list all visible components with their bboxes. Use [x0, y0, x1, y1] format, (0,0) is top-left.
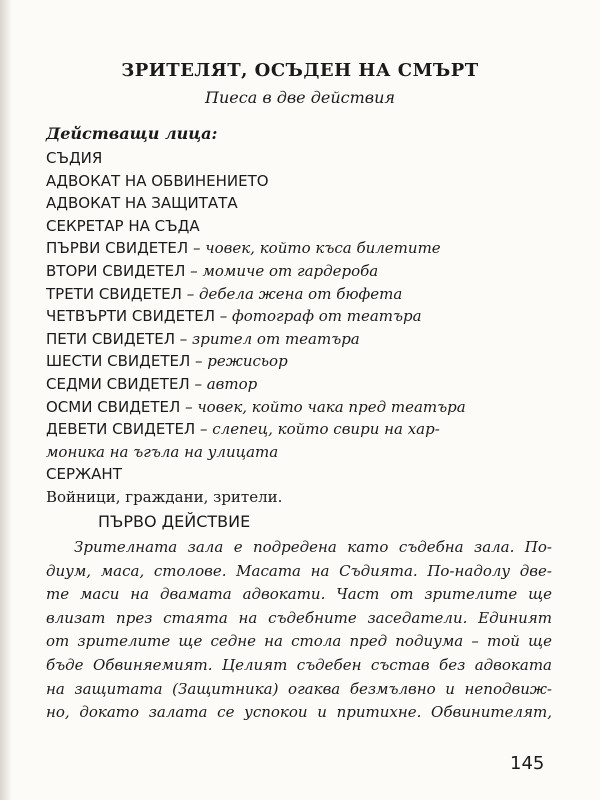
text-line: но, докато залата се успокои и притихне. Обвинителят,	[46, 703, 552, 722]
cast-item: ДЕВЕТИ СВИДЕТЕЛ – слепец, който свири на хар-	[46, 420, 440, 439]
text-line: на защитата (Защитника) огаква безмълвно и неподвиж-	[46, 679, 552, 698]
cast-item: АДВОКАТ НА ОБВИНЕНИЕТО	[46, 171, 269, 190]
cast-item: СЪДИЯ	[46, 149, 103, 167]
text-line: влизат през стаята на съдебните заседатели. Единият	[46, 608, 552, 627]
cast-item: ТРЕТИ СВИДЕТЕЛ – дебела жена от бюфета	[46, 284, 403, 303]
cast-heading: Действащи лица:	[46, 124, 218, 143]
cast-item: ПЪРВИ СВИДЕТЕЛ – човек, който къса билетите	[46, 239, 441, 258]
cast-item: ШЕСТИ СВИДЕТЕЛ – режисьор	[46, 352, 288, 371]
text-line: Зрителната зала е подредена като съдебна зала. По-	[74, 538, 552, 556]
cast-item: СЕРЖАНТ	[46, 465, 122, 484]
cast-item: АДВОКАТ НА ЗАЩИТАТА	[46, 194, 238, 213]
cast-item: СЕДМИ СВИДЕТЕЛ – автор	[46, 374, 258, 393]
cast-item: ЧЕТВЪРТИ СВИДЕТЕЛ – фотограф от театъра	[46, 307, 422, 326]
text-line: диум, маса, столове. Масата на Съдията. По-надолу две-	[46, 561, 552, 580]
text-line: от зрителите ще седне на стола пред подиума – той ще	[46, 632, 552, 651]
cast-list	[46, 147, 566, 509]
cast-item-extras: Войници, граждани, зрители.	[46, 487, 283, 506]
cast-item: ОСМИ СВИДЕТЕЛ – човек, който чака пред театъра	[46, 397, 466, 416]
play-title: ЗРИТЕЛЯТ, ОСЪДЕН НА СМЪРТ	[121, 60, 479, 81]
act-heading: ПЪРВО ДЕЙСТВИЕ	[98, 512, 251, 531]
text-line: бъде Обвиняемият. Целият съдебен състав без адвоката	[46, 655, 552, 674]
stage-directions	[46, 536, 552, 725]
cast-item: СЕКРЕТАР НА СЪДА	[46, 216, 200, 235]
cast-item-continuation: моника на ъгъла на улицата	[46, 442, 279, 461]
play-subtitle: Пиеса в две действия	[205, 88, 395, 107]
cast-item: ПЕТИ СВИДЕТЕЛ – зрител от театъра	[46, 329, 360, 348]
page-number: 145	[510, 753, 545, 774]
text-line: те маси на двамата адвокати. Част от зрителите ще	[46, 585, 552, 604]
cast-item: ВТОРИ СВИДЕТЕЛ – момиче от гардероба	[46, 261, 379, 280]
